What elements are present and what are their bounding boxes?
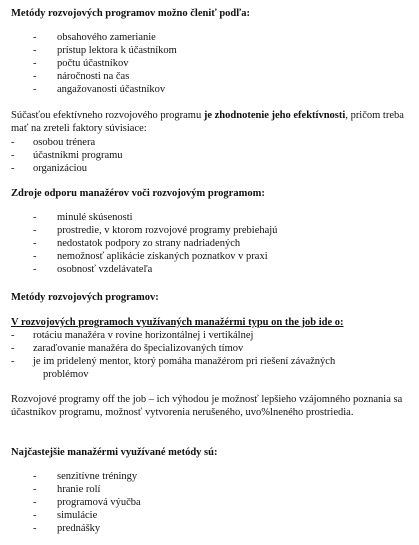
section5-list	[11, 329, 413, 381]
bullet-dash: -	[33, 71, 37, 82]
list-item: - angažovanosti účastníkov	[33, 84, 166, 95]
bullet-dash: -	[33, 497, 37, 508]
section4-heading: Metódy rozvojových programov:	[11, 292, 159, 303]
list-item: - osobnosť vzdelávateľa	[33, 264, 153, 275]
bullet-dash: -	[11, 163, 15, 174]
list-item: - náročnosti na čas	[33, 71, 130, 82]
bullet-dash: -	[33, 212, 37, 223]
bullet-dash: -	[11, 330, 15, 341]
list-item: - osobou trénera	[11, 137, 96, 148]
bullet-dash: -	[11, 137, 15, 148]
bullet-dash: -	[33, 484, 37, 495]
section3-list	[11, 211, 413, 276]
bullet-dash: -	[33, 510, 37, 521]
bullet-dash: -	[33, 471, 37, 482]
bullet-dash: -	[33, 225, 37, 236]
bullet-dash: -	[33, 45, 37, 56]
bullet-dash: -	[33, 523, 37, 534]
bullet-dash: -	[33, 264, 37, 275]
list-item: - prednášky	[33, 523, 101, 534]
bullet-dash: -	[11, 356, 15, 367]
bullet-dash: -	[33, 84, 37, 95]
list-item: - zaraďovanie manažéra do špecializovaných tímov	[11, 343, 244, 354]
section2-paragraph: Súčasťou efektívneho rozvojového programu je zhodnotenie jeho efektívnosti, pričom treba mať na zreteli faktory súvisiace:	[11, 110, 404, 134]
section7-list	[11, 470, 413, 535]
section1-heading: Metódy rozvojových programov možno členiť podľa:	[11, 8, 250, 19]
section2-list	[11, 136, 413, 175]
list-item: - organizáciou	[11, 163, 88, 174]
bullet-dash: -	[33, 58, 37, 69]
list-item: - rotáciu manažéra v rovine horizontálnej i vertikálnej	[11, 330, 254, 341]
list-item: - simulácie	[33, 510, 98, 521]
list-item: - prostredie, v ktorom rozvojové programy prebiehajú	[33, 225, 278, 236]
list-item: - programová výučba	[33, 497, 141, 508]
bullet-dash: -	[11, 150, 15, 161]
section5-heading: V rozvojových programoch využívaných manažérmi typu on the job ide o:	[11, 317, 344, 328]
bullet-dash: -	[33, 238, 37, 249]
list-item: - je im pridelený mentor, ktorý pomáha manažérom pri riešení závažných problémov	[11, 356, 336, 380]
section6-paragraph: Rozvojové programy off the job – ich výhodou je možnosť lepšieho vzájomného poznania sa účastníkov programu, možnosť vytvorenia nerušeného, uvo%lneného prostriedia.	[11, 394, 403, 418]
list-item: - minulé skúsenosti	[33, 212, 133, 223]
section7-heading: Najčastejšie manažérmi využívané metódy sú:	[11, 447, 218, 458]
bullet-dash: -	[11, 343, 15, 354]
bullet-dash: -	[33, 251, 37, 262]
list-item: - počtu účastníkov	[33, 58, 129, 69]
list-item: - nemožnosť aplikácie získaných poznatkov v praxi	[33, 251, 268, 262]
list-item: - hranie rolí	[33, 484, 101, 495]
list-item: - senzitívne tréningy	[33, 471, 138, 482]
list-item: - obsahového zamerianie	[33, 32, 156, 43]
list-item: - účastníkmi programu	[11, 150, 123, 161]
section1-list	[11, 31, 413, 96]
list-item: - nedostatok podpory zo strany nadriadených	[33, 238, 241, 249]
list-item: - prístup lektora k účastníkom	[33, 45, 177, 56]
section3-heading: Zdroje odporu manažérov voči rozvojovým programom:	[11, 188, 265, 199]
bullet-dash: -	[33, 32, 37, 43]
